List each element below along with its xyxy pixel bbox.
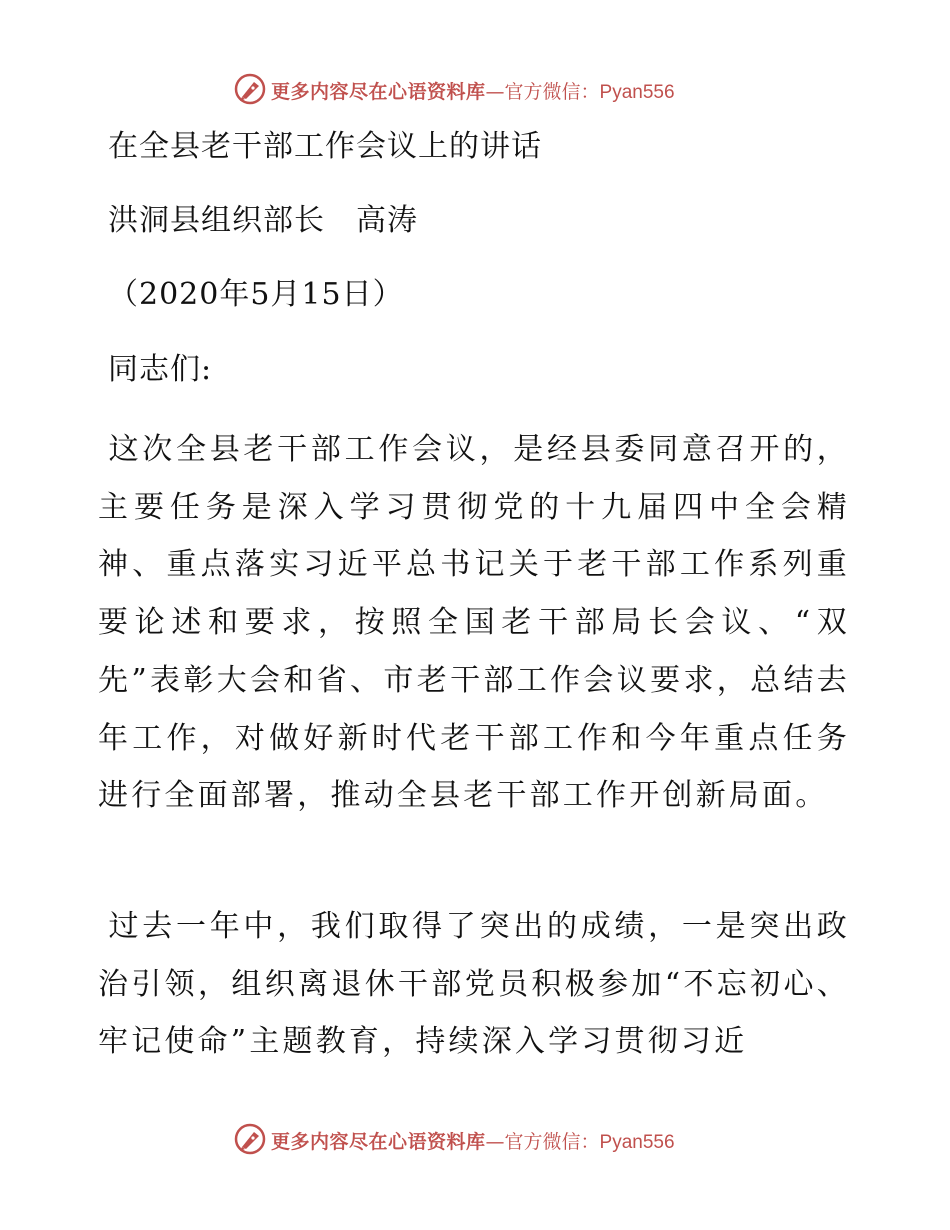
promo-text [271,77,675,104]
wechat-label: —官方微信： [485,1131,600,1153]
paragraph [98,898,850,1071]
paragraph-text: 过去一年中，我们取得了突出的成绩，一是突出政治引领，组织离退休干部党员积极参加“不忘初心、牢记使命”主题教育，持续深入学习贯彻习近 [98,909,850,1060]
document-title: 在全县老干部工作会议上的讲话 [108,129,542,164]
promo-label: 更多内容尽在心语资料库 [271,1131,486,1153]
pen-nib-logo-icon [233,72,267,106]
paragraph-text: 这次全县老干部工作会议，是经县委同意召开的，主要任务是深入学习贯彻党的十九届四中全会精神、重点落实习近平总书记关于老干部工作系列重要论述和要求，按照全国老干部局长会议、“双先”表彰大会和省、市老干部工作会议要求，总结去年工作，对做好新时代老干部工作和今年重点任务进行全面部署，推动全县老干部工作开创新局面。 [98,432,850,814]
wechat-label: —官方微信： [485,81,600,103]
paragraph [98,421,850,825]
promo-label: 更多内容尽在心语资料库 [271,81,486,103]
document-byline: 洪洞县组织部长 高涛 [108,203,418,238]
promo-text [271,1127,675,1154]
wechat-id: Pyan556 [599,82,675,103]
greeting: 同志们: [108,352,213,387]
wechat-id: Pyan556 [599,1132,675,1153]
pen-nib-logo-icon [233,1122,267,1156]
header-watermark [0,70,950,110]
document-date: （2020年5月15日） [108,277,404,312]
footer-watermark [0,1120,950,1160]
